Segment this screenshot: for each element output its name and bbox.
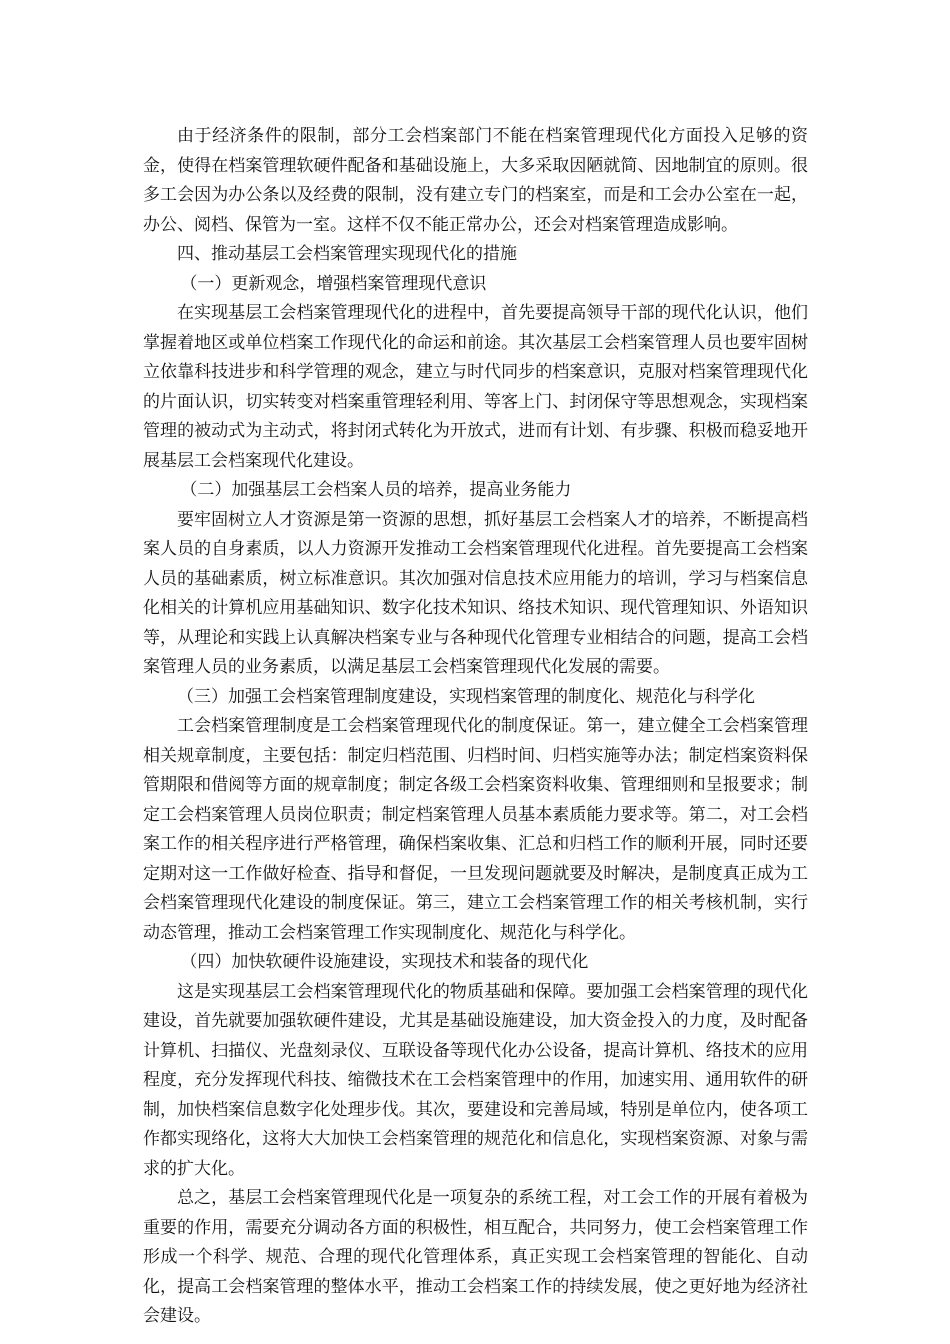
paragraph-staff-training: 要牢固树立人才资源是第一资源的思想，抓好基层工会档案人才的培养，不断提高档案人员的自身素质，以人力资源开发推动工会档案管理现代化进程。首先要提高工会档案人员的基础素质，树立标准意识。其次加强对信息技术应用能力的培训，学习与档案信息化相关的计算机应用基础知识、数字化技术知识、络技术知识、现代管理知识、外语知识等，从理论和实践上认真解决档案专业与各种现代化管理专业相结合的问题，提高工会档案管理人员的业务素质，以满足基层工会档案管理现代化发展的需要。: [143, 509, 808, 677]
paragraph-system-building: 工会档案管理制度是工会档案管理现代化的制度保证。第一，建立健全工会档案管理相关规章制度，主要包括：制定归档范围、归档时间、归档实施等办法；制定档案资料保管期限和借阅等方面的规章制度；制定各级工会档案资料收集、管理细则和呈报要求；制定工会档案管理人员岗位职责；制定档案管理人员基本素质能力要求等。第二，对工会档案工作的相关程序进行严格管理，确保档案收集、汇总和归档工作的顺利开展，同时还要定期对这一工作做好检查、指导和督促，一旦发现问题就要及时解决，是制度真正成为工会档案管理现代化建设的制度保证。第三，建立工会档案管理工作的相关考核机制，实行动态管理，推动工会档案管理工作实现制度化、规范化与科学化。: [143, 716, 808, 943]
document-page: [143, 122, 808, 1332]
subheading-system-building: （三）加强工会档案管理制度建设，实现档案管理的制度化、规范化与科学化: [177, 686, 755, 707]
paragraph-facilities: 这是实现基层工会档案管理现代化的物质基础和保障。要加强工会档案管理的现代化建设，首先就要加强软硬件建设，尤其是基础设施建设，加大资金投入的力度，及时配备计算机、扫描仪、光盘刻录仪、互联设备等现代化办公设备，提高计算机、络技术的应用程度，充分发挥现代科技、缩微技术在工会档案管理中的作用，加速实用、通用软件的研制，加快档案信息数字化处理步伐。其次，要建设和完善局域，特别是单位内，使各项工作都实现络化，这将大大加快工会档案管理的规范化和信息化，实现档案资源、对象与需求的扩大化。: [143, 981, 808, 1179]
paragraph-funding-limits: 由于经济条件的限制，部分工会档案部门不能在档案管理现代化方面投入足够的资金，使得在档案管理软硬件配备和基础设施上，大多采取因陋就简、因地制宜的原则。很多工会因为办公条以及经费的限制，没有建立专门的档案室，而是和工会办公室在一起，办公、阅档、保管为一室。这样不仅不能正常办公，还会对档案管理造成影响。: [143, 126, 808, 235]
subheading-update-concepts: （一）更新观念，增强档案管理现代意识: [180, 273, 487, 294]
subheading-facilities: （四）加快软硬件设施建设，实现技术和装备的现代化: [180, 952, 589, 972]
paragraph-conclusion: 总之，基层工会档案管理现代化是一项复杂的系统工程，对工会工作的开展有着极为重要的作用，需要充分调动各方面的积极性，相互配合，共同努力，使工会档案管理工作形成一个科学、规范、合理的现代化管理体系，真正实现工会档案管理的智能化、自动化，提高工会档案管理的整体水平，推动工会档案工作的持续发展，使之更好地为经济社会建设。: [143, 1188, 808, 1326]
paragraph-update-concepts: 在实现基层工会档案管理现代化的进程中，首先要提高领导干部的现代化认识，他们掌握着地区或单位档案工作现代化的命运和前途。其次基层工会档案管理人员也要牢固树立依靠科技进步和科学管理的观念，建立与时代同步的档案意识，克服对档案管理现代化的片面认识，切实转变对档案重管理轻利用、等客上门、封闭保守等思想观念，实现档案管理的被动式为主动式，将封闭式转化为开放式，进而有计划、有步骤、积极而稳妥地开展基层工会档案现代化建设。: [143, 303, 808, 471]
section-heading-measures: 四、推动基层工会档案管理实现现代化的措施: [177, 244, 517, 264]
subheading-staff-training: （二）加强基层工会档案人员的培养，提高业务能力: [180, 480, 572, 500]
